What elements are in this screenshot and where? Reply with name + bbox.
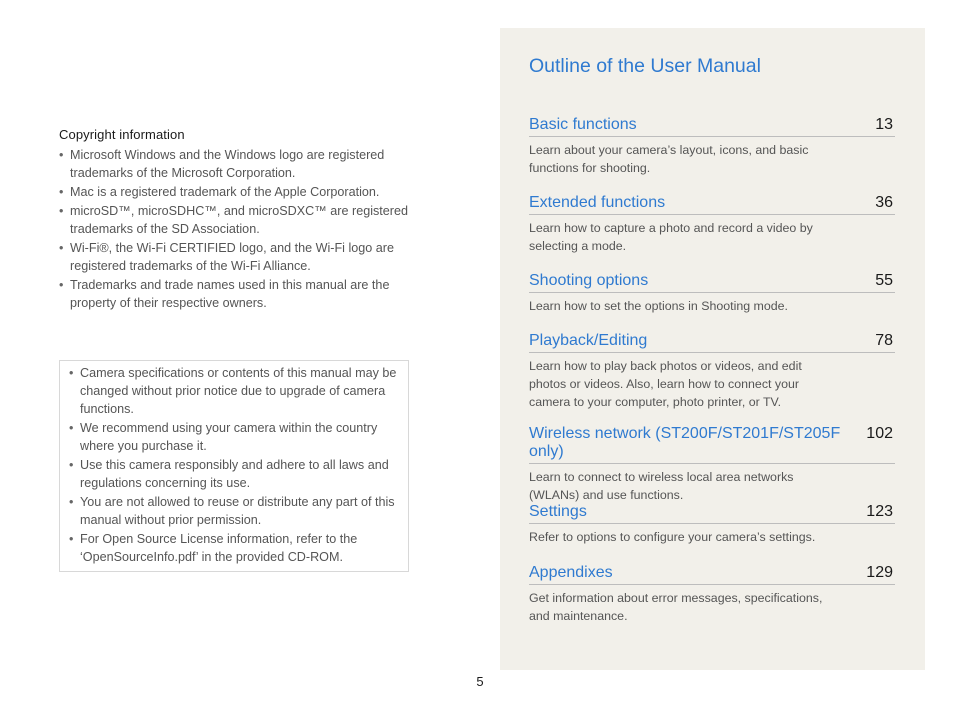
section-page-number: 13 <box>875 116 893 133</box>
notice-item: • Camera specifications or contents of this manual may be changed without prior notice due to upgrade of camera functions. <box>69 364 400 418</box>
section-header <box>529 564 895 585</box>
section-title[interactable]: Playback/Editing <box>529 332 648 349</box>
section-title[interactable]: Settings <box>529 503 587 520</box>
section-description: Get information about error messages, specifications, and maintenance. <box>529 591 823 623</box>
section-header <box>529 425 895 464</box>
outline-section-playback-editing[interactable] <box>529 332 895 411</box>
copyright-heading: Copyright information <box>59 127 185 142</box>
section-header <box>529 272 895 293</box>
copyright-item: • Wi-Fi®, the Wi-Fi CERTIFIED logo, and the Wi-Fi logo are registered trademarks of the Wi-Fi Alliance. <box>59 239 409 275</box>
section-header <box>529 503 895 524</box>
copyright-section <box>59 127 409 313</box>
section-title[interactable]: Wireless network (ST200F/ST201F/ST205F only) <box>529 425 841 460</box>
section-page-number: 102 <box>866 425 893 442</box>
section-header <box>529 332 895 353</box>
notice-item: • You are not allowed to reuse or distribute any part of this manual without prior permission. <box>69 493 400 529</box>
section-description: Learn how to set the options in Shooting mode. <box>529 299 788 313</box>
section-description: Refer to options to configure your camera’s settings. <box>529 530 816 544</box>
section-header <box>529 194 895 215</box>
section-description: Learn how to play back photos or videos, and edit photos or videos. Also, learn how to connect your camera to your computer, photo printer, or TV. <box>529 359 802 409</box>
section-header <box>529 116 895 137</box>
section-title[interactable]: Shooting options <box>529 272 649 289</box>
outline-section-appendixes[interactable] <box>529 564 895 625</box>
outline-section-wireless-network[interactable] <box>529 425 895 504</box>
outline-section-settings[interactable] <box>529 503 895 546</box>
outline-panel <box>500 28 925 670</box>
section-page-number: 123 <box>866 503 893 520</box>
notice-item: • We recommend using your camera within the country where you purchase it. <box>69 419 400 455</box>
page-number: 5 <box>476 674 484 689</box>
section-description: Learn how to capture a photo and record a video by selecting a mode. <box>529 221 813 253</box>
section-page-number: 55 <box>875 272 893 289</box>
copyright-item: • microSD™, microSDHC™, and microSDXC™ are registered trademarks of the SD Association. <box>59 202 409 238</box>
section-title[interactable]: Extended functions <box>529 194 666 211</box>
section-page-number: 78 <box>875 332 893 349</box>
copyright-item: • Trademarks and trade names used in this manual are the property of their respective owners. <box>59 276 409 312</box>
notice-box <box>59 360 409 572</box>
outline-section-basic-functions[interactable] <box>529 116 895 177</box>
section-title[interactable]: Basic functions <box>529 116 637 133</box>
notice-item: • Use this camera responsibly and adhere to all laws and regulations concerning its use. <box>69 456 400 492</box>
section-description: Learn about your camera’s layout, icons, and basic functions for shooting. <box>529 143 809 175</box>
section-title[interactable]: Appendixes <box>529 564 613 581</box>
copyright-list <box>59 146 409 312</box>
notice-list <box>69 364 400 566</box>
copyright-item: • Microsoft Windows and the Windows logo are registered trademarks of the Microsoft Corporation. <box>59 146 409 182</box>
section-page-number: 36 <box>875 194 893 211</box>
outline-section-extended-functions[interactable] <box>529 194 895 255</box>
section-page-number: 129 <box>866 564 893 581</box>
section-description: Learn to connect to wireless local area networks (WLANs) and use functions. <box>529 470 794 502</box>
copyright-item: • Mac is a registered trademark of the Apple Corporation. <box>59 183 409 201</box>
outline-title: Outline of the User Manual <box>529 55 761 77</box>
outline-section-shooting-options[interactable] <box>529 272 895 315</box>
notice-item: • For Open Source License information, refer to the ‘OpenSourceInfo.pdf’ in the provided CD-ROM. <box>69 530 400 566</box>
